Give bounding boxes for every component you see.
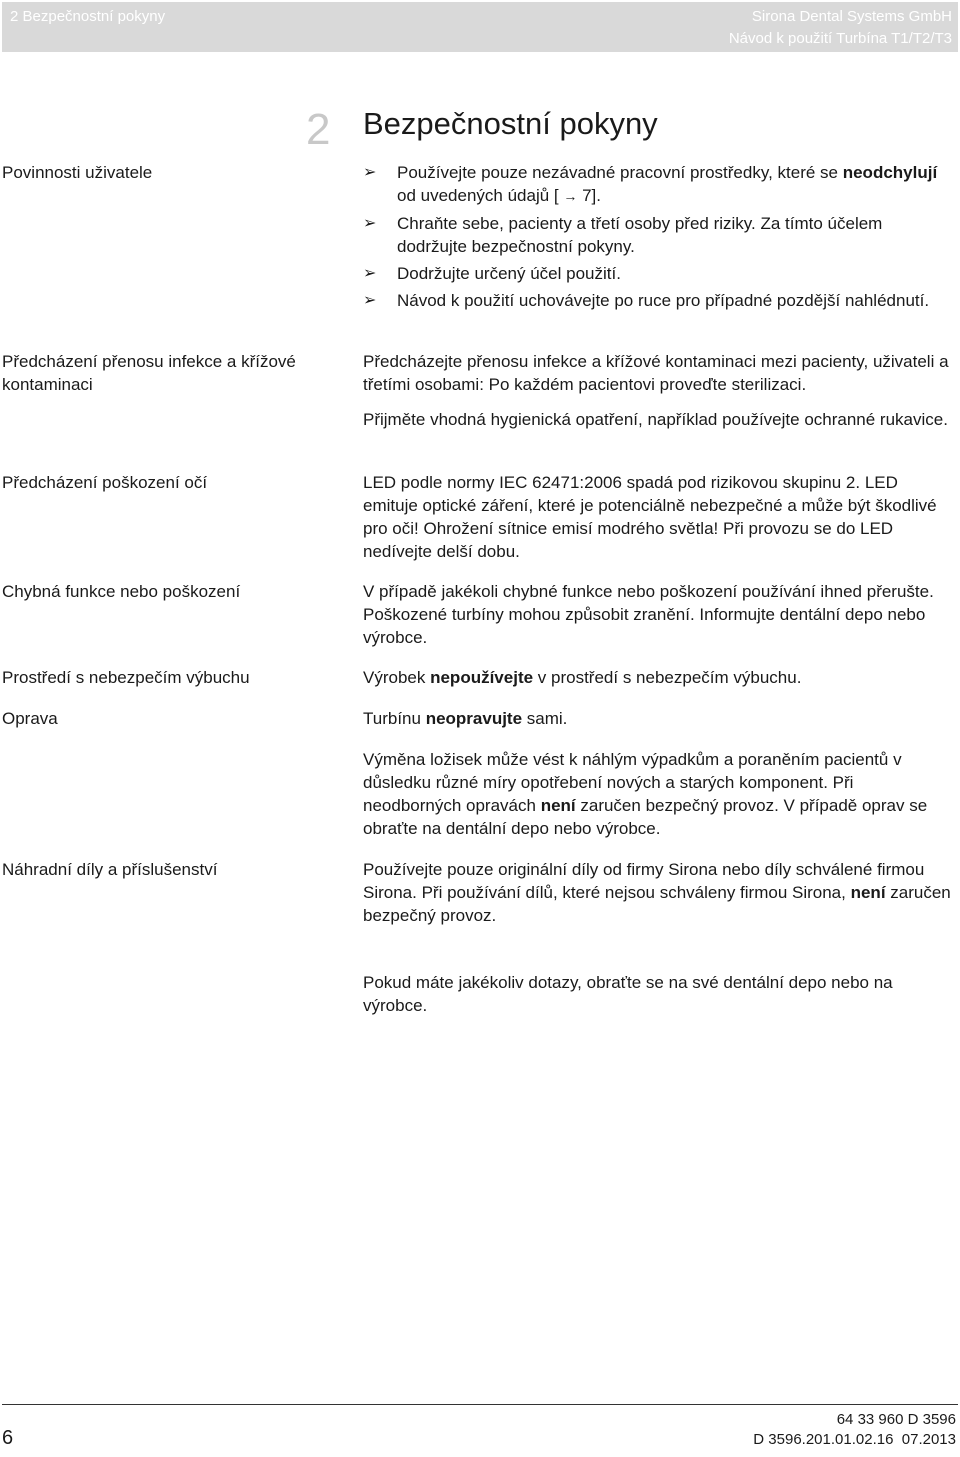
list-item: ➢ Návod k použití uchovávejte po ruce pro případné pozdější nahlédnutí. [363,291,930,310]
side-label-explosion: Prostředí s nebezpečím výbuchu [2,668,250,687]
explosion-text: Výrobek nepoužívejte v prostředí s nebezpečím výbuchu. [363,668,802,687]
chapter-title: Bezpečnostní pokyny [363,106,658,141]
cross-reference-arrow-icon: → [563,188,578,204]
side-label-eyes: Předcházení poškození očí [2,473,208,492]
parts-text: Používejte pouze originální díly od firmy Sirona nebo díly schválené firmou Sirona. Při používání dílů, které nejsou schváleny firmou Sirona, není zaručen bezpečný provoz. [363,860,951,925]
malfunction-text: V případě jakékoli chybné funkce nebo poškození používání ihned přerušte. Poškozené turbíny mohou způsobit zranění. Informujte dentální depo nebo výrobce. [363,582,934,647]
side-label-parts: Náhradní díly a příslušenství [2,860,218,879]
document-id [753,1410,956,1450]
duties-list [363,161,955,312]
bullet-arrow-icon: ➢ [363,265,377,282]
doc-code-date: D 3596.201.01.02.16 07.2013 [753,1431,956,1448]
list-item: ➢ Chraňte sebe, pacienty a třetí osoby před riziky. Za tímto účelem dodržujte bezpečnostní pokyny. [363,214,883,256]
side-label-repair: Oprava [2,709,58,728]
footer-divider [2,1404,958,1405]
header-section: 2 Bezpečnostní pokyny [10,8,166,25]
infection-text: Předcházejte přenosu infekce a křížové kontaminaci mezi pacienty, uživateli a třetími osobami: Po každém pacientovi proveďte sterilizaci. Přijměte vhodná hygienická opatření, například používejte ochranné rukavice. [363,352,949,429]
header-company: Sirona Dental Systems GmbH [751,8,952,25]
order-number: 64 33 960 D 3596 [836,1411,956,1428]
page-number: 6 [2,1427,14,1449]
bullet-arrow-icon: ➢ [363,215,377,232]
page-header [2,2,958,52]
chapter-number: 2 [306,105,331,154]
side-label-malfunction: Chybná funkce nebo poškození [2,582,241,601]
side-label-duties: Povinnosti uživatele [2,163,153,182]
bullet-arrow-icon: ➢ [363,292,377,309]
header-right [729,6,952,50]
header-manual: Návod k použití Turbína T1/T2/T3 [728,30,952,47]
side-label-infection: Předcházení přenosu infekce a křížové kontaminaci [2,352,296,394]
eyes-text: LED podle normy IEC 62471:2006 spadá pod rizikovou skupinu 2. LED emituje optické záření, které je potenciálně nebezpečné a může být škodlivé pro oči! Ohrožení sítnice emisí modrého světla! Při provozu se do LED nedívejte delší dobu. [363,473,937,561]
list-item: ➢ Dodržujte určený účel použití. [363,264,621,283]
list-item: ➢ Používejte pouze nezávadné pracovní prostředky, které se neodchylují od uvedených údajů [ → 7]. [363,163,938,205]
bullet-arrow-icon: ➢ [363,164,377,181]
contact-note: Pokud máte jakékoliv dotazy, obraťte se na své dentální depo nebo na výrobce. [363,973,893,1015]
repair-text: Turbínu neopravujte sami. Výměna ložisek může vést k náhlým výpadkům a poraněním pacientů v důsledku různé míry opotřebení nových a starých komponent. Při neodborných opravách není zaručen bezpečný provoz. V případě oprav se obraťte na dentální depo nebo výrobce. [363,709,928,838]
